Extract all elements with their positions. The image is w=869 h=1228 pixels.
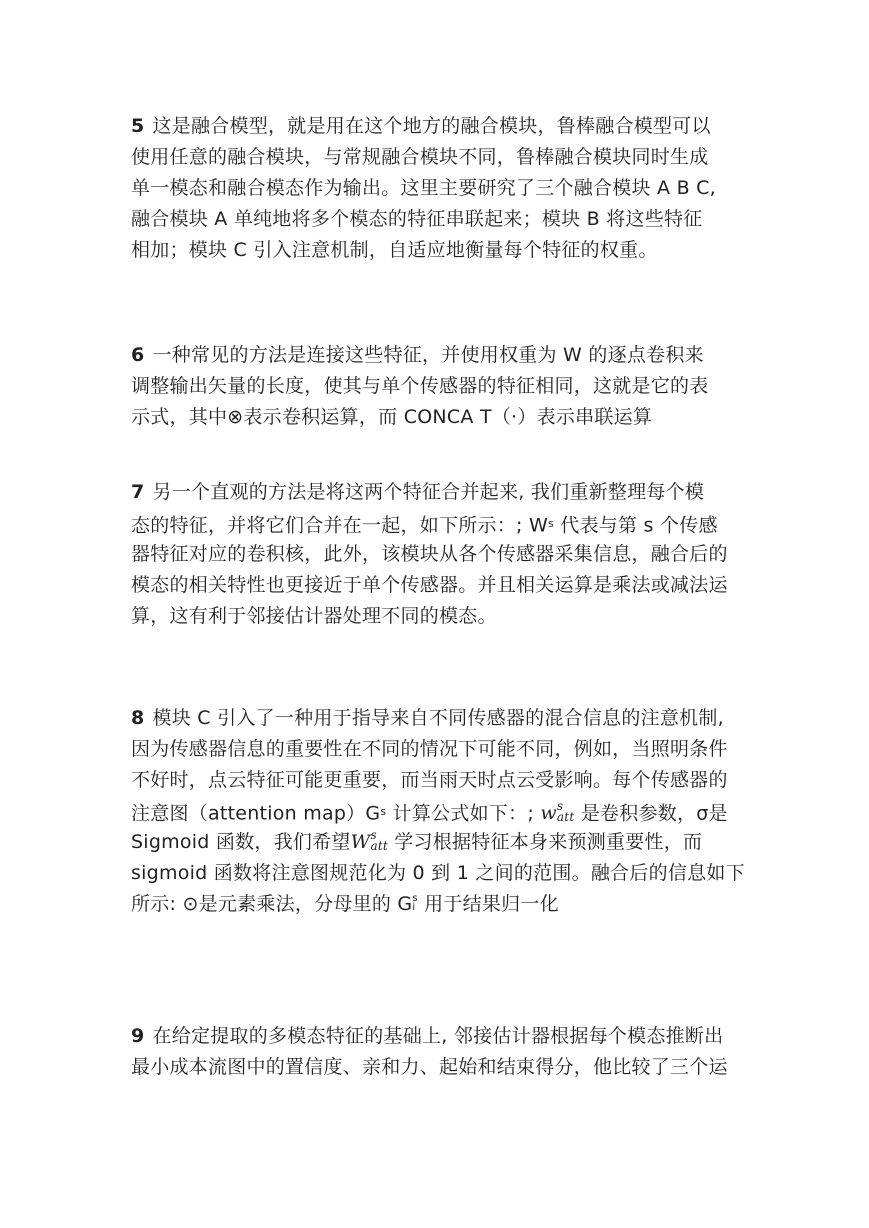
paragraph-5 <box>131 111 741 266</box>
text-line: 不好时，点云特征可能更重要，而当雨天时点云受影响。每个传感器的 <box>131 769 728 791</box>
math-W-att: W s att <box>350 828 389 853</box>
math-w-att: w s att <box>540 799 575 825</box>
text-line: 融合模块 A 单纯地将多个模态的特征串联起来；模块 B 将这些特征 <box>131 208 703 230</box>
text-line: 模态的相关特性也更接近于单个传感器。并且相关运算是乘法或减法运 <box>131 574 728 596</box>
subscript-i: i <box>412 901 416 913</box>
text-line: 6 一种常见的方法是连接这些特征，并使用权重为 W 的逐点卷积来 <box>131 344 704 366</box>
text-line: 示式，其中⊗表示卷积运算，而 CONCA T（·）表示串联运算 <box>131 406 653 428</box>
paragraph-number: 8 <box>131 707 145 729</box>
paragraph-number: 6 <box>131 344 145 366</box>
text-line: 使用任意的融合模块，与常规融合模块不同，鲁棒融合模块同时生成 <box>131 146 709 168</box>
text-line: 7 另一个直观的方法是将这两个特征合并起来, 我们重新整理每个模 <box>131 481 705 503</box>
superscript-s: s <box>547 517 554 530</box>
superscript-s: s <box>380 805 387 818</box>
text-line: 5 这是融合模型，就是用在这个地方的融合模块，鲁棒融合模型可以 <box>131 115 711 137</box>
paragraph-8 <box>131 703 745 920</box>
paragraph-6 <box>131 340 741 433</box>
paragraph-number: 9 <box>131 1025 145 1047</box>
text-line: 态的特征，并将它们合并在一起，如下所示：; $W^s$ 代表与第 s 个传感 <box>131 514 718 537</box>
text-line: 调整输出矢量的长度，使其与单个传感器的特征相同，这就是它的表 <box>131 375 709 397</box>
paragraph-number: 5 <box>131 115 145 137</box>
text-line: 最小成本流图中的置信度、亲和力、起始和结束得分，他比较了三个运 <box>131 1056 728 1078</box>
text-line: 9 在给定提取的多模态特征的基础上, 邻接估计器根据每个模态推断出 <box>131 1025 724 1047</box>
text-line: 器特征对应的卷积核，此外，该模块从各个传感器采集信息，融合后的 <box>131 543 728 565</box>
text-line: Sigmoid 函数，我们希望W s att 学习根据特征本身来预测重要性，而 <box>131 828 703 853</box>
text-line: 算，这有利于邻接估计器处理不同的模态。 <box>131 605 497 627</box>
text-line: 单一模态和融合模态作为输出。这里主要研究了三个融合模块 A B C, <box>131 177 716 199</box>
text-line: 注意图（attention $map)G^s$ 计算公式如下：; w s att 是卷积参数，σ是 <box>131 799 728 825</box>
text-line: 所示: ⊙是元素乘法，分母里的 G s i 用于结果归一化 <box>131 892 559 915</box>
paragraph-number: 7 <box>131 481 145 503</box>
text-line: 相加；模块 C 引入注意机制，自适应地衡量每个特征的权重。 <box>131 239 658 261</box>
paragraph-9 <box>131 1021 741 1083</box>
text-line: sigmoid 函数将注意图规范化为 0 到 1 之间的范围。融合后的信息如下 <box>131 862 745 884</box>
text-line: 因为传感器信息的重要性在不同的情况下可能不同，例如，当照明条件 <box>131 738 728 760</box>
text-line: 8 模块 C 引入了一种用于指导来自不同传感器的混合信息的注意机制, <box>131 707 724 729</box>
paragraph-7 <box>131 477 741 632</box>
superscript-s: s <box>412 892 418 904</box>
